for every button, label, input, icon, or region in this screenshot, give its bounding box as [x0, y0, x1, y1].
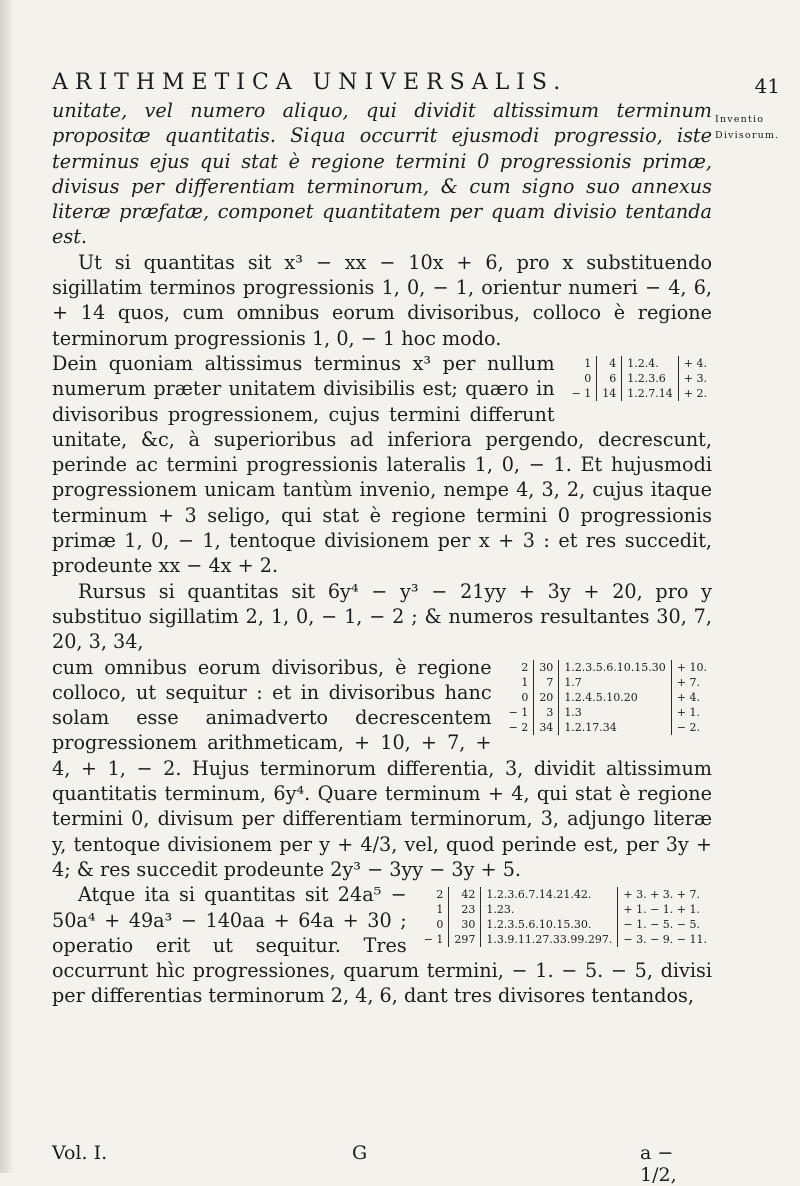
table-cell: 1.2.4.5.10.20	[559, 690, 671, 705]
table-cell: 1.3.9.11.27.33.99.297.	[481, 932, 618, 947]
table-row	[419, 917, 712, 932]
table-cell: − 1	[423, 933, 444, 947]
table-cell: 0	[521, 690, 529, 704]
table-cell: 1.2.7.14	[622, 386, 678, 401]
running-title: ARITHMETICA UNIVERSALIS.	[52, 70, 568, 95]
table-cell: 4	[597, 356, 622, 371]
table-cell: − 2	[508, 720, 529, 734]
table-cell: 14	[597, 386, 622, 401]
table-row	[419, 932, 712, 947]
table-cell: 7	[534, 675, 559, 690]
table-cell: + 1.	[671, 705, 712, 720]
table-cell: 30	[534, 660, 559, 675]
sheet-mark: G	[352, 1142, 368, 1164]
table-cell: 1.2.3.5.6.10.15.30.	[481, 917, 618, 932]
table-row	[567, 356, 712, 371]
table-row	[504, 705, 712, 720]
paragraph-example-3: Atque ita si quantitas sit 24a⁵ − 50a⁴ + 49a³ − 140aa + 64a + 30 ; operatio erit ut sequitur. Tres occurrunt hìc progressiones, quarum termini, − 1. − 5. − 5, divisi per differentias terminorum 2, 4, 6, dant tres divisores tentandos,	[52, 883, 712, 1008]
table-cell: 3	[534, 705, 559, 720]
table-cell: 1	[436, 903, 444, 917]
page-gutter	[0, 0, 14, 1173]
table-cell: 0	[584, 371, 592, 385]
table-cell: 20	[534, 690, 559, 705]
page-number: 41	[754, 74, 780, 98]
table-row	[567, 371, 712, 386]
margin-note-line: Divisorum.	[715, 130, 780, 141]
paragraph-example-2-cont: cum omnibus eorum divisoribus, è regione colloco, ut sequitur : et in divisoribus hanc solam esse animadverto decrescentem progressionem arithmeticam, + 10, + 7, + 4, + 1, − 2. Hujus terminorum differentia, 3, dividit altissimum quantitatis terminum, 6y⁴. Quare terminum + 4, qui stat è regione termini 0, divisum per differentiam terminorum, 3, adjungo literæ y, tentoque divisionem per y + 4/3, vel, quod perinde est, per 3y + 4; & res succedit prodeunte 2y³ − 3yy − 3y + 5.	[52, 655, 712, 881]
table-cell: 1.23.	[481, 902, 618, 917]
table-cell: 1.2.17.34	[559, 720, 671, 735]
page-footer	[52, 1142, 692, 1186]
table-cell: 42	[449, 887, 481, 902]
text-body	[52, 98, 712, 1009]
table-row	[504, 690, 712, 705]
table-row	[419, 887, 712, 902]
table-cell: + 4.	[671, 690, 712, 705]
table-cell: 2	[521, 660, 529, 674]
table-cell: 1.2.3.5.6.10.15.30	[559, 660, 671, 675]
table-cell: 1.2.3.6	[622, 371, 678, 386]
divisor-table-2	[504, 660, 712, 735]
paragraph-example-1: Ut si quantitas sit x³ − xx − 10x + 6, pro x substituendo sigillatim terminos progressionis 1, 0, − 1, orientur numeri − 4, 6, + 14 quos, cum omnibus eorum divisoribus, colloco è regione terminorum progressionis 1, 0, − 1 hoc modo.	[52, 250, 712, 350]
table-cell: − 2.	[671, 720, 712, 735]
table-cell: 6	[597, 371, 622, 386]
table-cell: + 3. + 3. + 7.	[618, 887, 712, 902]
table-cell: + 10.	[671, 660, 712, 675]
table-cell: + 7.	[671, 675, 712, 690]
table-cell: 1.3	[559, 705, 671, 720]
table-cell: − 1. − 5. − 5.	[618, 917, 712, 932]
table-cell: 0	[436, 918, 444, 932]
table-cell: 297	[449, 932, 481, 947]
table-row	[504, 720, 712, 735]
table-cell: − 3. − 9. − 11.	[618, 932, 712, 947]
table-cell: + 4.	[678, 356, 712, 371]
table-row	[504, 660, 712, 675]
table-cell: 34	[534, 720, 559, 735]
table-cell: − 1	[571, 386, 592, 400]
table-row	[504, 675, 712, 690]
table-cell: + 3.	[678, 371, 712, 386]
table-row	[419, 902, 712, 917]
paragraph-example-2: Rursus si quantitas sit 6y⁴ − y³ − 21yy + 3y + 20, pro y substituo sigillatim 2, 1, 0, − 1, − 2 ; & numeros resultantes 30, 7, 20, 3, 34,	[52, 579, 712, 654]
table-cell: 1	[584, 356, 592, 370]
margin-note	[715, 112, 779, 144]
table-cell: + 1. − 1. + 1.	[618, 902, 712, 917]
table-cell: 1	[521, 675, 529, 689]
table-row	[567, 386, 712, 401]
divisor-table-3	[419, 887, 712, 947]
volume-signature: Vol. I.	[52, 1142, 108, 1164]
paragraph-example-1-cont: Dein quoniam altissimus terminus x³ per nullum numerum præter unitatem divisibilis est; quæro in divisoribus progressionem, cujus termini differunt unitate, &c, à superioribus ad inferiora pergendo, decrescunt, perinde ac termini progressionis lateralis 1, 0, − 1. Et hujusmodi progressionem unicam tantùm invenio, nempe 4, 3, 2, cujus itaque terminum + 3 seligo, qui stat è regione termini 0 progressionis primæ 1, 0, − 1, tentoque divisionem per x + 3 : et res succedit, prodeunte xx − 4x + 2.	[52, 351, 712, 578]
paragraph-rule: unitate, vel numero aliquo, qui dividit altissimum terminum propositæ quantitatis. Siqua occurrit ejusmodi progressio, iste terminus ejus qui stat è regione termini 0 progressionis primæ, divisus per differentiam terminorum, & cum signo suo annexus literæ præfatæ, componet quantitatem per quam divisio tentanda est.	[52, 99, 712, 249]
table-cell: 30	[449, 917, 481, 932]
table-cell: + 2.	[678, 386, 712, 401]
catchword: a − 1/2,	[640, 1142, 677, 1186]
table-cell: 1.7	[559, 675, 671, 690]
divisor-table-1	[567, 356, 712, 401]
table-cell: 2	[436, 888, 444, 902]
table-cell: 23	[449, 902, 481, 917]
table-cell: − 1	[508, 705, 529, 719]
table-cell: 1.2.3.6.7.14.21.42.	[481, 887, 618, 902]
table-cell: 1.2.4.	[622, 356, 678, 371]
margin-note-line: Inventio	[715, 114, 765, 125]
